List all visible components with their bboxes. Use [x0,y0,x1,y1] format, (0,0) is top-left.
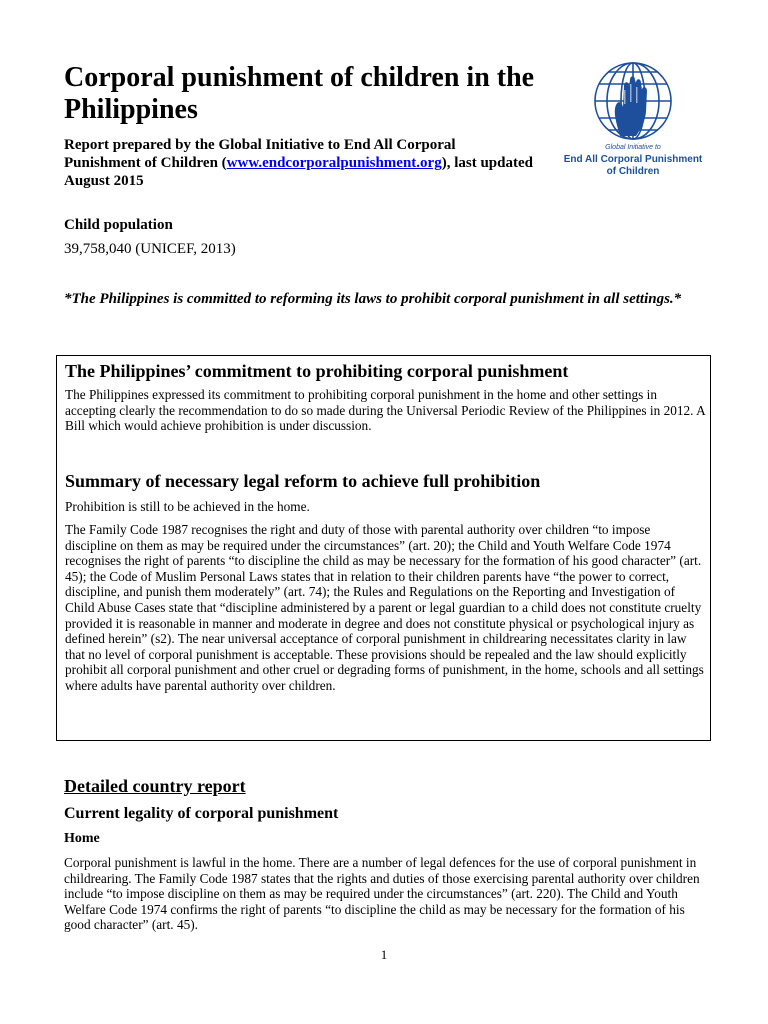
page-number: 1 [380,947,388,962]
commitment-paragraph: The Philippines expressed its commitment to prohibiting corporal punishment in the home and other settings in accepting clearly the recommendation to do so made during the Universal Periodic Review of the Philippines in 2012. A Bill which would achieve prohibition is under discussion. [65,387,705,434]
report-subtitle [64,136,534,190]
child-population-value: 39,758,040 (UNICEF, 2013) [64,241,236,257]
logo-line-2: End All Corporal Punishment [563,154,703,165]
document-title: Corporal punishment of children in the Philippines [64,62,535,125]
legal-reform-paragraph: The Family Code 1987 recognises the right and duty of those with parental authority over children “to impose discipline on them as may be required under the circumstances” (art. 20); the Child and Youth Welfare Code 1974 recognises the right of parents “to discipline the child as may be necessary for the formation of his good character” (art. 45); the Code of Muslim Personal Laws states that in relation to their children parents have “the power to correct, discipline, and punish them moderately” (art. 74); the Rules and Regulations on the Reporting and Investigation of Child Abuse Cases state that “discipline administered by a parent or legal guardian to a child does not constitute cruelty provided it is reasonable in manner and moderate in degree and does not constitute physical or psychological injury as defined herein” (s2). The near universal acceptance of corporal punishment in childrearing necessitates clarity in law that no level of corporal punishment is acceptable. These provisions should be repealed and the law should explicitly prohibit all corporal punishment and other cruel or degrading forms of punishment, in the home, schools and all settings where adults have parental authority over children. [65,522,704,693]
subtitle-suffix: ), last updated August 2015 [64,155,533,189]
home-heading: Home [64,831,100,846]
subtitle-prefix: Report prepared by the Global Initiative to End All Corporal Punishment of Children ( [64,137,456,171]
logo-line-3: of Children [606,166,660,177]
prohibition-status: Prohibition is still to be achieved in the home. [65,499,310,514]
detailed-report-heading: Detailed country report [64,776,246,796]
home-paragraph: Corporal punishment is lawful in the home. There are a number of legal defences for the use of corporal punishment in childrearing. The Family Code 1987 states that the rights and duties of those exercising parental authority over children include “to impose discipline on them as may be required under the circumstances” (art. 220). The Child and Youth Welfare Code 1974 confirms the right of parents “to discipline the child as may be necessary for the formation of his good character” (art. 45). [64,855,700,933]
commitment-note: *The Philippines is committed to reforming its laws to prohibit corporal punishment in all settings.* [64,291,682,307]
commitment-heading: The Philippines’ commitment to prohibiting corporal punishment [65,361,569,381]
current-legality-heading: Current legality of corporal punishment [64,805,339,822]
summary-box [56,355,711,741]
logo-line-1: Global Initiative to [605,144,661,151]
website-link[interactable]: www.endcorporalpunishment.org [226,155,442,171]
global-initiative-logo [558,60,708,188]
legal-reform-heading: Summary of necessary legal reform to achieve full prohibition [65,471,541,491]
child-population-label: Child population [64,217,173,233]
logo-caption [558,142,708,178]
globe-hand-icon [580,60,686,142]
